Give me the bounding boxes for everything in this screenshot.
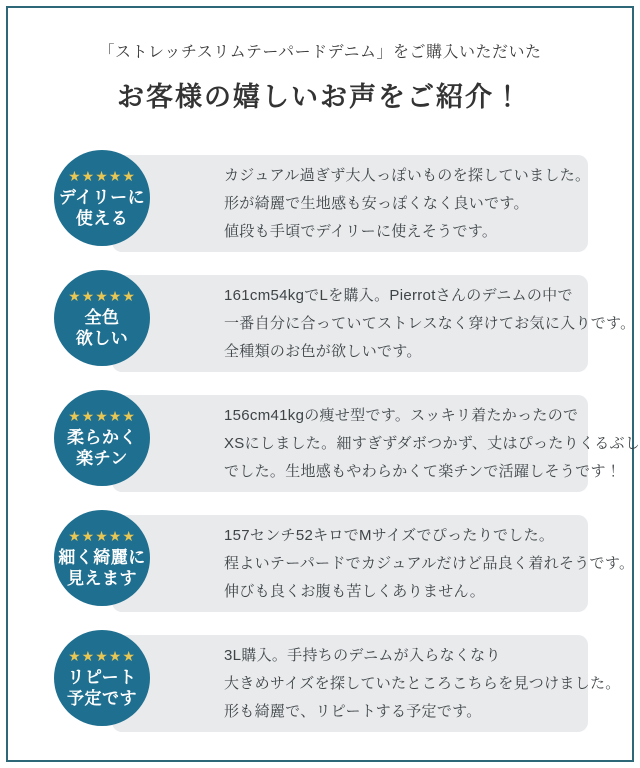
review-item — [54, 510, 635, 612]
review-text-bubble — [112, 515, 635, 612]
review-badge-label-line1: 細く綺麗に — [58, 547, 146, 567]
review-text-line: 程よいテーパードでカジュアルだけど品良く着れそうです。 — [224, 554, 635, 572]
review-badge-label-line2: 使える — [75, 208, 129, 228]
review-item — [54, 390, 640, 492]
review-text-line: XSにしました。細すぎずダボつかず、丈はぴったりくるぶし — [224, 434, 640, 452]
review-badge-circle — [54, 630, 150, 726]
review-text-line: 伸びも良くお腹も苦しくありません。 — [224, 582, 486, 600]
review-text-line: 大きめサイズを探していたところこちらを見つけました。 — [224, 674, 621, 692]
review-text-bubble — [112, 275, 636, 372]
review-badge-label-line1: 柔らかく — [67, 427, 137, 447]
review-badge-label-line2: 楽チン — [76, 448, 128, 468]
review-text-bubble — [112, 395, 640, 492]
review-text-line: 全種類のお色が欲しいです。 — [224, 342, 422, 360]
five-stars-icon: ★★★★★ — [68, 527, 136, 544]
page-header — [0, 0, 640, 116]
review-text-line: 161cm54kgでLを購入。Pierrotさんのデニムの中で — [224, 286, 573, 304]
review-badge-circle — [54, 390, 150, 486]
header-subtitle: 「ストレッチスリムテーパードデニム」をご購入いただいた — [98, 44, 542, 61]
five-stars-icon: ★★★★★ — [68, 167, 136, 184]
review-text-bubble — [112, 635, 621, 732]
review-text-bubble — [112, 155, 591, 252]
review-text-line: 一番自分に合っていてストレスなく穿けてお気に入りです。 — [224, 314, 636, 332]
review-text-line: 156cm41kgの痩せ型です。スッキリ着たかったので — [224, 406, 579, 424]
review-text-line: 値段も手頃でデイリーに使えそうです。 — [224, 222, 498, 240]
review-badge-label-line2: 予定です — [67, 688, 137, 708]
review-text-line: 形が綺麗で生地感も安っぽくなく良いです。 — [224, 194, 529, 212]
review-text-line: 3L購入。手持ちのデニムが入らなくなり — [224, 646, 501, 664]
review-item — [54, 630, 621, 732]
page-title: お客様の嬉しいお声をご紹介！ — [117, 82, 523, 112]
five-stars-icon: ★★★★★ — [68, 647, 136, 664]
review-badge-label-line2: 欲しい — [75, 328, 129, 348]
review-badge-label-line1: 全色 — [84, 307, 120, 327]
review-text-line: でした。生地感もやわらかくて楽チンで活躍しそうです！ — [224, 462, 622, 480]
review-text-line: 形も綺麗で、リピートする予定です。 — [224, 702, 482, 720]
five-stars-icon: ★★★★★ — [68, 407, 136, 424]
review-text-line: カジュアル過ぎず大人っぽいものを探していました。 — [224, 166, 591, 184]
review-badge-circle — [54, 270, 150, 366]
reviews-list — [54, 150, 640, 732]
five-stars-icon: ★★★★★ — [68, 287, 136, 304]
review-badge-circle — [54, 510, 150, 606]
review-item — [54, 150, 591, 252]
review-text-line: 157センチ52キロでMサイズでぴったりでした。 — [224, 526, 555, 544]
review-badge-label-line1: リピート — [67, 667, 137, 687]
review-badge-label-line1: デイリーに — [58, 187, 146, 207]
review-badge-circle — [54, 150, 150, 246]
review-badge-label-line2: 見えます — [67, 568, 137, 588]
review-item — [54, 270, 636, 372]
